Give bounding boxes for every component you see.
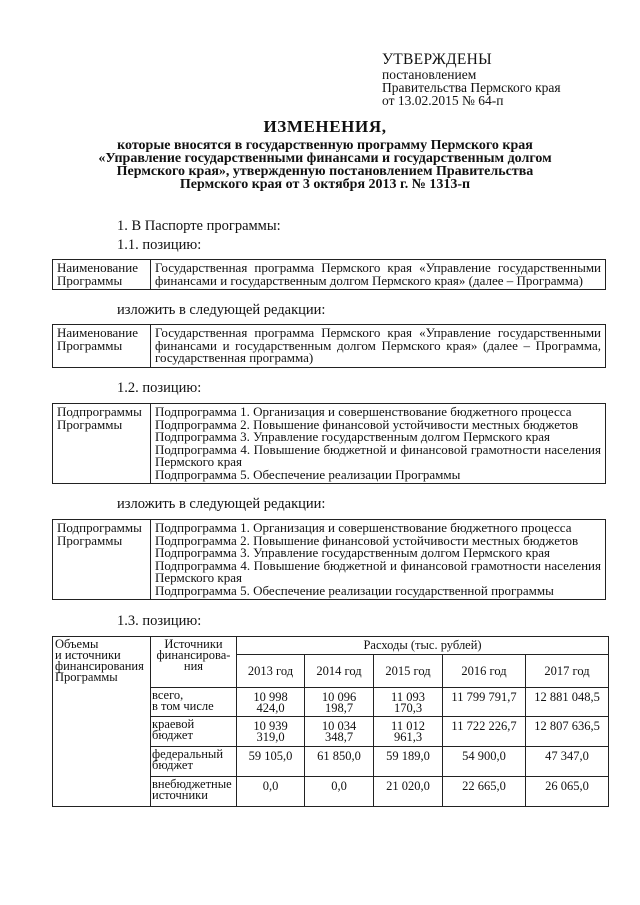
restate-text: изложить в следующей редакции: [117, 496, 326, 512]
value-cell: 26 065,0 [526, 777, 609, 807]
year-header: 2014 год [305, 655, 374, 688]
value-cell: 12 807 636,5 [526, 717, 609, 747]
value-cell: 0,0 [305, 777, 374, 807]
value-cell: 11 093 170,3 [374, 688, 443, 717]
table-value: Государственная программа Пермского края «Управление государственными финансами и государственным долгом Пермского края» (далее – Программа) [151, 260, 606, 290]
source-line: источники [152, 788, 208, 802]
header-line: Источники [164, 637, 223, 651]
value-cell: 10 034 348,7 [305, 717, 374, 747]
value-cell: 59 189,0 [374, 747, 443, 777]
list-item: Подпрограмма 1. Организация и совершенствование бюджетного процесса [155, 404, 572, 419]
table-subprograms-old [52, 403, 606, 484]
list-item: Подпрограмма 5. Обеспечение реализации Программы [155, 466, 461, 482]
value-cell: 21 020,0 [374, 777, 443, 807]
approval-line: Правительства Пермского края [382, 80, 561, 95]
finance-table [52, 636, 609, 807]
source-line: краевой [152, 717, 195, 731]
document-title: ИЗМЕНЕНИЯ, [263, 117, 387, 136]
value-cell: 47 347,0 [526, 747, 609, 777]
value-cell: 10 096 198,7 [305, 688, 374, 717]
list-item: Подпрограмма 4. Повышение бюджетной и финансовой грамотности населения Пермского края [155, 441, 601, 469]
label-line: Программы [57, 416, 123, 432]
table-value [151, 520, 606, 600]
value-cell: 61 850,0 [305, 747, 374, 777]
value-cell: 11 722 226,7 [443, 717, 526, 747]
table-label [53, 260, 151, 290]
approval-line: постановлением [382, 67, 477, 82]
value-cell: 10 998 424,0 [237, 688, 305, 717]
list-item: Подпрограмма 4. Повышение бюджетной и финансовой грамотности населения Пермского края [155, 557, 601, 585]
table-name-old [52, 259, 606, 290]
table-label [53, 325, 151, 368]
list-item: Подпрограмма 5. Обеспечение реализации государственной программы [155, 582, 554, 598]
approval-line: от 13.02.2015 № 64-п [382, 93, 504, 108]
value-cell: 11 012 961,3 [374, 717, 443, 747]
list-item: Подпрограмма 2. Повышение финансовой устойчивости местных бюджетов [155, 532, 579, 548]
year-header: 2013 год [237, 655, 305, 688]
label-line: Объемы [55, 637, 99, 651]
approval-block [382, 52, 632, 107]
table-value: Государственная программа Пермского края «Управление государственными финансами и государственным долгом Пермского края» (далее – Программа, государственная программа) [151, 325, 606, 368]
restate-text: изложить в следующей редакции: [117, 302, 326, 318]
section-1-title: 1. В Паспорте программы: [117, 218, 281, 234]
source-cell [151, 747, 237, 777]
sources-header [151, 637, 237, 688]
source-cell [151, 777, 237, 807]
value-cell: 12 881 048,5 [526, 688, 609, 717]
label-line: Программы [55, 670, 118, 684]
label-line: Наименование [57, 325, 138, 340]
source-cell [151, 688, 237, 717]
table-label [53, 520, 151, 600]
list-item: Подпрограмма 2. Повышение финансовой устойчивости местных бюджетов [155, 416, 579, 432]
source-line: всего, [152, 688, 184, 702]
list-item: Подпрограмма 1. Организация и совершенствование бюджетного процесса [155, 520, 572, 535]
document-subtitle [60, 139, 590, 191]
source-line: федеральный [152, 747, 224, 761]
section-1-3-title: 1.3. позицию: [117, 613, 202, 629]
label-line: Подпрограммы [57, 404, 142, 419]
source-line: внебюджетные [152, 777, 232, 791]
value-cell: 22 665,0 [443, 777, 526, 807]
approval-title: УТВЕРЖДЕНЫ [382, 51, 492, 68]
value-cell: 59 105,0 [237, 747, 305, 777]
label-line: и источники [55, 648, 121, 662]
list-item: Подпрограмма 3. Управление государственным долгом Пермского края [155, 545, 551, 560]
source-line: в том числе [152, 699, 214, 713]
year-header: 2015 год [374, 655, 443, 688]
header-line: финансирова- [156, 648, 231, 662]
value-cell: 54 900,0 [443, 747, 526, 777]
source-line: бюджет [152, 728, 193, 742]
finance-label [53, 637, 151, 807]
label-line: финансирования [55, 659, 144, 673]
source-line: бюджет [152, 758, 193, 772]
subtitle-line: Пермского края», утвержденную постановлением Правительства [116, 164, 534, 179]
section-1-1-title: 1.1. позицию: [117, 237, 202, 253]
header-line: ния [183, 659, 204, 673]
list-item: Подпрограмма 3. Управление государственным долгом Пермского края [155, 429, 551, 444]
label-line: Программы [57, 337, 123, 353]
table-label [53, 404, 151, 484]
label-line: Наименование [57, 260, 138, 275]
table-name-new [52, 324, 606, 368]
year-header: 2017 год [526, 655, 609, 688]
table-value [151, 404, 606, 484]
year-header: 2016 год [443, 655, 526, 688]
source-cell [151, 717, 237, 747]
expenses-header: Расходы (тыс. рублей) [237, 637, 609, 655]
table-subprograms-new [52, 519, 606, 600]
value-cell: 0,0 [237, 777, 305, 807]
subtitle-line: Пермского края от 3 октября 2013 г. № 1313-п [179, 177, 471, 192]
label-line: Программы [57, 532, 123, 548]
value-cell: 10 939 319,0 [237, 717, 305, 747]
subtitle-line: «Управление государственными финансами и государственным долгом [98, 151, 552, 166]
label-line: Программы [57, 272, 123, 288]
section-1-2-title: 1.2. позицию: [117, 380, 202, 396]
label-line: Подпрограммы [57, 520, 142, 535]
subtitle-line: которые вносятся в государственную программу Пермского края [117, 138, 533, 153]
value-cell: 11 799 791,7 [443, 688, 526, 717]
